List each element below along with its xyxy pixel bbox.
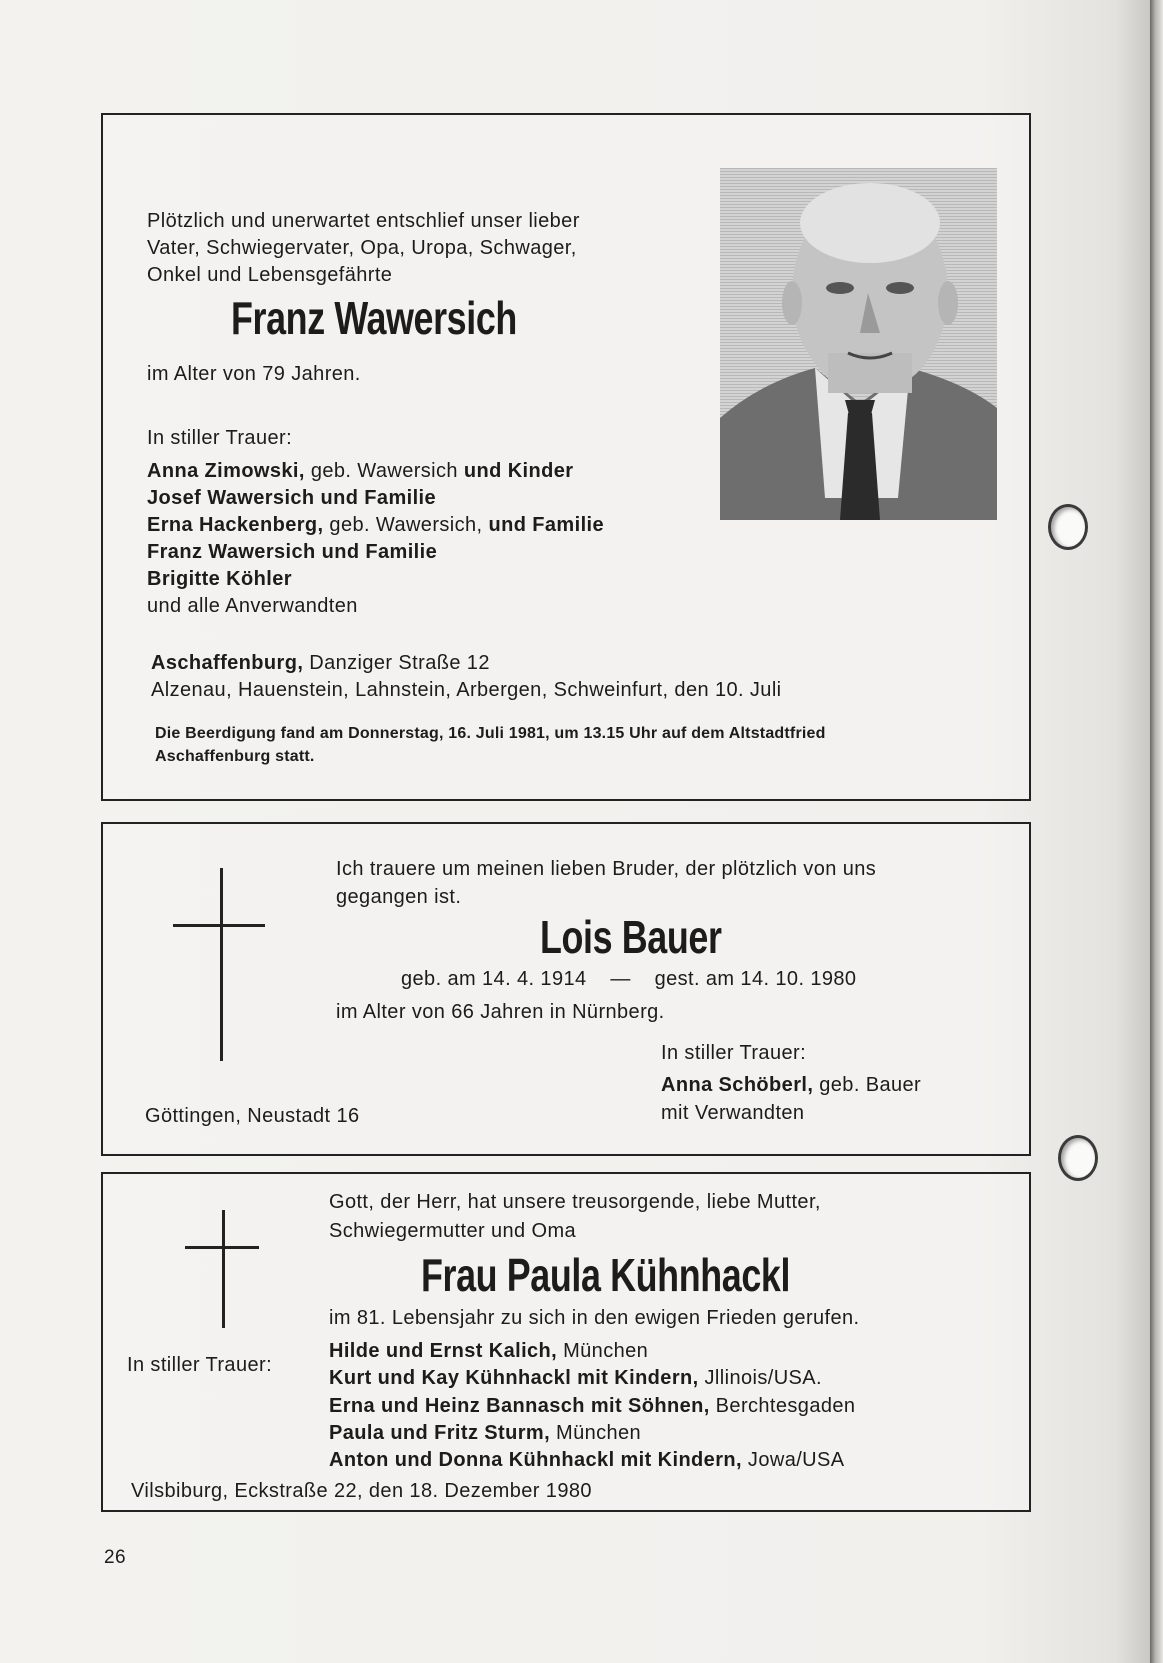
mourner-line-2: mit Verwandten: [661, 1102, 805, 1124]
portrait-photo-drawing: [720, 168, 997, 520]
obituary-bauer: [101, 822, 1031, 1156]
mourner-line: Hilde und Ernst Kalich, München: [329, 1340, 649, 1362]
mourning-label: In stiller Trauer:: [147, 427, 293, 449]
age-line: im Alter von 79 Jahren.: [147, 363, 361, 385]
funeral-line-1: Die Beerdigung fand am Donnerstag, 16. Juli 1981, um 13.15 Uhr auf dem Altstadtfried: [155, 725, 826, 742]
mourner-line: und alle Anverwandten: [147, 595, 358, 617]
age-line: im Alter von 66 Jahren in Nürnberg.: [336, 1001, 665, 1023]
mourner-line: Anton und Donna Kühnhackl mit Kindern, Jowa/USA: [329, 1449, 845, 1471]
obituary-kuehnhackl: [101, 1172, 1031, 1512]
address-line: Vilsbiburg, Eckstraße 22, den 18. Dezember 1980: [131, 1480, 592, 1502]
mourner-line: Brigitte Köhler: [147, 568, 292, 590]
mourning-label: In stiller Trauer:: [661, 1042, 807, 1064]
intro-line-2: Vater, Schwiegervater, Opa, Uropa, Schwager,: [147, 237, 577, 259]
cross-icon: [222, 1210, 225, 1328]
intro-line-1: Ich trauere um meinen lieben Bruder, der plötzlich von uns: [336, 858, 877, 880]
obituary-wawersich: [101, 113, 1031, 801]
places-line: Alzenau, Hauenstein, Lahnstein, Arbergen, Schweinfurt, den 10. Juli: [151, 679, 782, 701]
intro-line-2: gegangen ist.: [336, 886, 462, 908]
age-line: im 81. Lebensjahr zu sich in den ewigen Frieden gerufen.: [329, 1307, 860, 1329]
page-edge: [1150, 0, 1163, 1663]
portrait-photo: [720, 168, 997, 520]
deceased-name: Frau Paula Kühnhackl: [421, 1249, 791, 1301]
punch-hole-bottom: [1058, 1135, 1098, 1181]
mourner-line: Erna Hackenberg, geb. Wawersich, und Familie: [147, 514, 605, 536]
mourner-line: Paula und Fritz Sturm, München: [329, 1422, 642, 1444]
deceased-name: Lois Bauer: [540, 911, 722, 963]
dates-line: geb. am 14. 4. 1914 — gest. am 14. 10. 1980: [401, 968, 857, 990]
address-line: Aschaffenburg, Danziger Straße 12: [151, 652, 490, 674]
mourner-line: Franz Wawersich und Familie: [147, 541, 438, 563]
mourning-label: In stiller Trauer:: [127, 1354, 273, 1376]
mourner-line: Erna und Heinz Bannasch mit Söhnen, Berchtesgaden: [329, 1395, 856, 1417]
cross-icon-bar: [173, 924, 265, 927]
deceased-name: Franz Wawersich: [231, 292, 517, 344]
mourner-line: Kurt und Kay Kühnhackl mit Kindern, Jllinois/USA.: [329, 1367, 822, 1389]
intro-line-3: Onkel und Lebensgefährte: [147, 264, 393, 286]
mourner-line: Anna Zimowski, geb. Wawersich und Kinder: [147, 460, 574, 482]
mourner-line: Anna Schöberl, geb. Bauer: [661, 1074, 922, 1096]
funeral-line-2: Aschaffenburg statt.: [155, 748, 315, 765]
mourner-line: Josef Wawersich und Familie: [147, 487, 437, 509]
page-number: 26: [104, 1547, 126, 1568]
address-line: Göttingen, Neustadt 16: [145, 1105, 360, 1127]
intro-line-1: Gott, der Herr, hat unsere treusorgende, liebe Mutter,: [329, 1191, 821, 1213]
cross-icon: [220, 868, 223, 1061]
intro-line-2: Schwiegermutter und Oma: [329, 1220, 577, 1242]
punch-hole-top: [1048, 504, 1088, 550]
cross-icon-bar: [185, 1246, 259, 1249]
intro-line-1: Plötzlich und unerwartet entschlief unser lieber: [147, 210, 580, 232]
